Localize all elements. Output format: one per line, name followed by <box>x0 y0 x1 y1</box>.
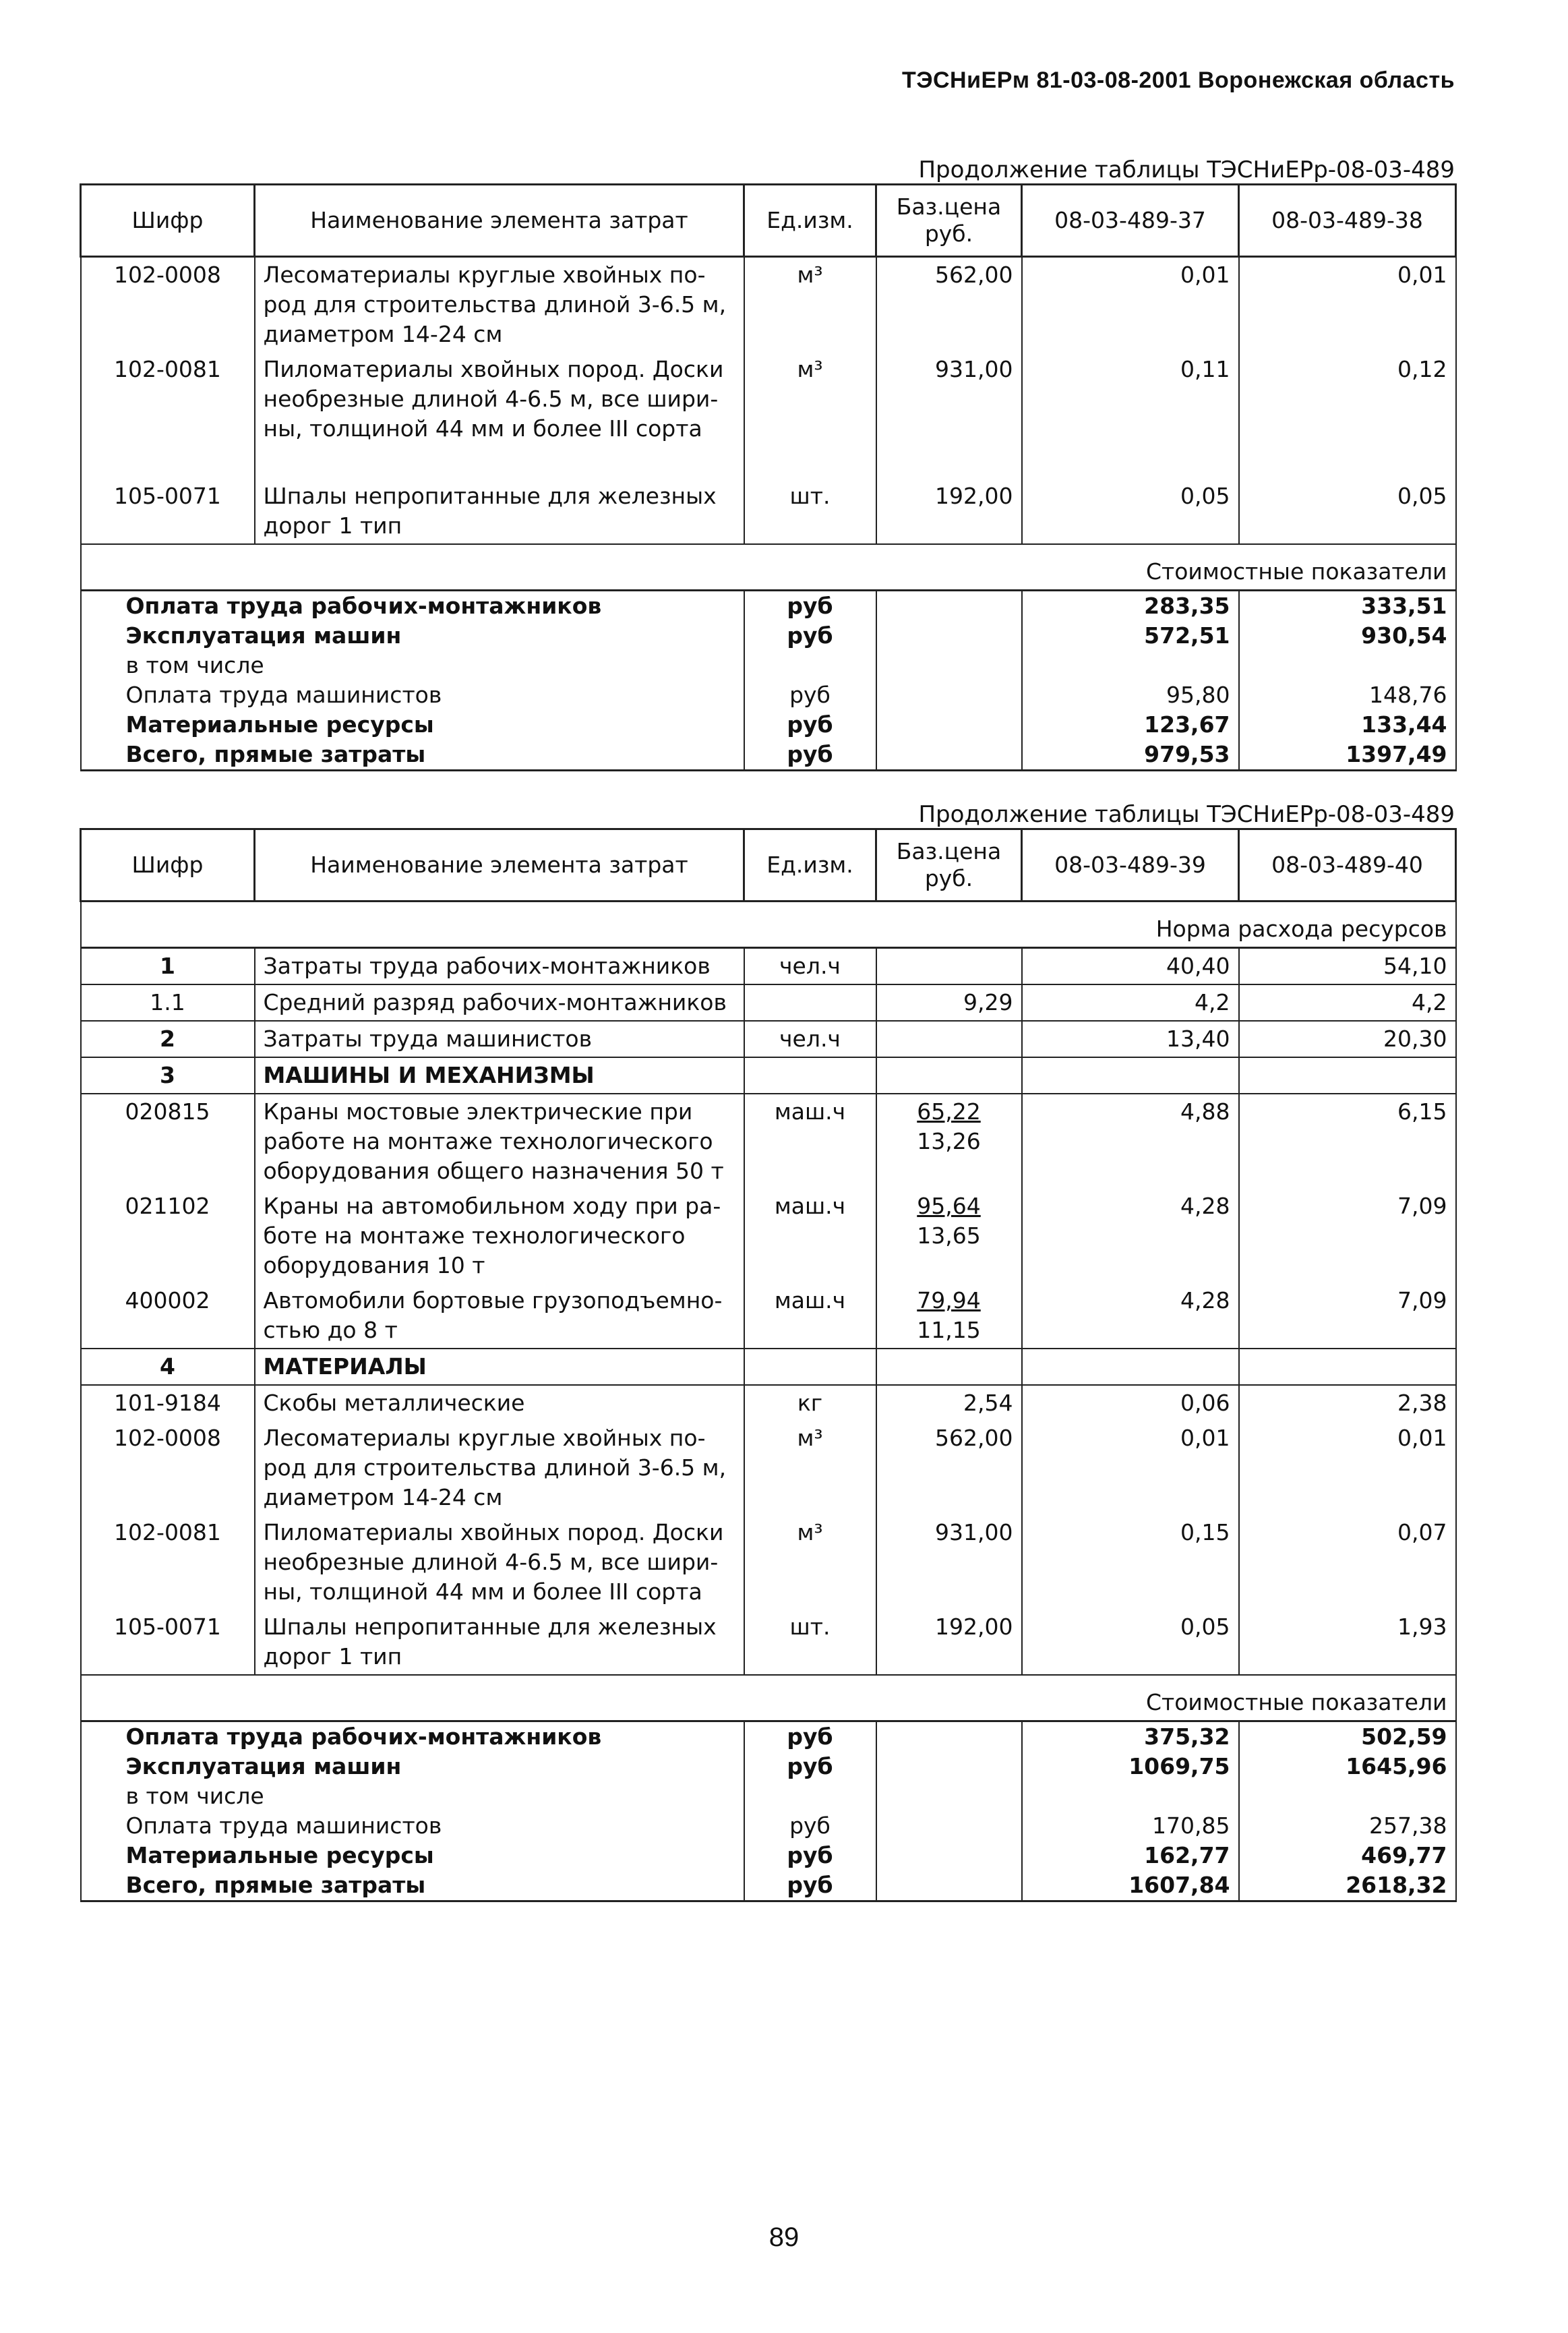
resource-name: Краны мостовые электрические при работе на монтаже технологического оборудования общего назначения 50 т <box>255 1094 744 1189</box>
summary-row <box>81 651 1456 680</box>
resource-unit: шт. <box>744 479 876 544</box>
col-price-header: Баз.цена руб. <box>876 185 1022 257</box>
resource-table-1 <box>80 183 1457 771</box>
page-number: 89 <box>768 2222 800 2252</box>
summary-value-b: 1397,49 <box>1239 740 1456 771</box>
resource-price: 931,00 <box>876 352 1022 446</box>
summary-unit: руб <box>744 1811 876 1841</box>
summary-label: Эксплуатация машин <box>81 1752 744 1781</box>
summary-row <box>81 1811 1456 1841</box>
value-a: 0,11 <box>1022 352 1239 446</box>
table-row <box>81 352 1456 446</box>
resource-code: 105-0071 <box>81 479 255 544</box>
cost-indicators-header <box>81 544 1456 591</box>
resource-name: Пиломатериалы хвойных пород. Доски необрезные длиной 4-6.5 м, все шири-ны, толщиной 44 мм и более III сорта <box>255 352 744 446</box>
empty-cell <box>1239 1349 1456 1385</box>
resource-name: Затраты труда машинистов <box>255 1021 744 1057</box>
summary-label: Материальные ресурсы <box>81 710 744 740</box>
summary-value-a: 162,77 <box>1022 1841 1239 1870</box>
resource-price: 9,29 <box>876 984 1022 1021</box>
summary-value-a: 572,51 <box>1022 621 1239 651</box>
summary-row <box>81 591 1456 622</box>
resource-price: 562,00 <box>876 1421 1022 1515</box>
summary-value-b: 502,59 <box>1239 1721 1456 1752</box>
resource-price: 562,00 <box>876 257 1022 353</box>
empty-cell <box>876 1349 1022 1385</box>
summary-value-a: 1069,75 <box>1022 1752 1239 1781</box>
resource-price <box>876 1189 1022 1283</box>
summary-value-a: 123,67 <box>1022 710 1239 740</box>
summary-value-b <box>1239 651 1456 680</box>
resource-code: 1.1 <box>81 984 255 1021</box>
empty-cell <box>876 740 1022 771</box>
summary-row <box>81 1870 1456 1901</box>
summary-value-b: 257,38 <box>1239 1811 1456 1841</box>
price-value: 65,22 <box>917 1098 981 1125</box>
value-a: 13,40 <box>1022 1021 1239 1057</box>
table-row <box>81 1021 1456 1057</box>
summary-label: Оплата труда машинистов <box>81 680 744 710</box>
summary-unit: руб <box>744 680 876 710</box>
summary-unit: руб <box>744 1752 876 1781</box>
empty-cell <box>744 1349 876 1385</box>
empty-cell <box>876 710 1022 740</box>
spacer-cell <box>255 446 744 479</box>
summary-value-a <box>1022 651 1239 680</box>
price-machinist-value: 13,65 <box>917 1222 981 1249</box>
table-row <box>81 479 1456 544</box>
resource-name: Лесоматериалы круглые хвойных по-род для строительства длиной 3-6.5 м, диаметром 14-24 см <box>255 257 744 353</box>
value-a: 4,2 <box>1022 984 1239 1021</box>
summary-unit: руб <box>744 740 876 771</box>
cost-indicators-header-label: Стоимостные показатели <box>81 1675 1456 1721</box>
resource-code: 102-0008 <box>81 1421 255 1515</box>
resource-name: Скобы металлические <box>255 1385 744 1421</box>
value-a: 4,28 <box>1022 1283 1239 1349</box>
col-a-header: 08-03-489-39 <box>1022 829 1239 902</box>
value-a: 0,06 <box>1022 1385 1239 1421</box>
value-b: 1,93 <box>1239 1610 1456 1675</box>
summary-value-b <box>1239 1781 1456 1811</box>
empty-cell <box>876 1870 1022 1901</box>
summary-unit: руб <box>744 591 876 622</box>
summary-unit: руб <box>744 1870 876 1901</box>
resource-price <box>876 1283 1022 1349</box>
spacer-cell <box>744 446 876 479</box>
summary-unit: руб <box>744 710 876 740</box>
empty-cell <box>876 1057 1022 1094</box>
empty-cell <box>1022 1057 1239 1094</box>
resource-name: Лесоматериалы круглые хвойных по-род для строительства длиной 3-6.5 м, диаметром 14-24 см <box>255 1421 744 1515</box>
col-code-header: Шифр <box>81 829 255 902</box>
col-a-header: 08-03-489-37 <box>1022 185 1239 257</box>
summary-row <box>81 1841 1456 1870</box>
resource-name: Шпалы непропитанные для железных дорог 1 тип <box>255 1610 744 1675</box>
section-title: МАШИНЫ И МЕХАНИЗМЫ <box>255 1057 744 1094</box>
empty-cell <box>876 1752 1022 1781</box>
resource-name: Пиломатериалы хвойных пород. Доски необрезные длиной 4-6.5 м, все шири-ны, толщиной 44 мм и более III сорта <box>255 1515 744 1610</box>
value-a: 0,01 <box>1022 257 1239 353</box>
empty-cell <box>876 1781 1022 1811</box>
summary-label: Оплата труда рабочих-монтажников <box>81 1721 744 1752</box>
resource-table-2 <box>80 828 1457 1902</box>
resource-name: Затраты труда рабочих-монтажников <box>255 948 744 985</box>
summary-value-a: 95,80 <box>1022 680 1239 710</box>
resource-unit: шт. <box>744 1610 876 1675</box>
value-b: 4,2 <box>1239 984 1456 1021</box>
resource-code: 102-0008 <box>81 257 255 353</box>
summary-label: в том числе <box>81 1781 744 1811</box>
resource-code: 102-0081 <box>81 1515 255 1610</box>
summary-label: в том числе <box>81 651 744 680</box>
resource-unit: кг <box>744 1385 876 1421</box>
value-b: 6,15 <box>1239 1094 1456 1189</box>
section-title: МАТЕРИАЛЫ <box>255 1349 744 1385</box>
cost-indicators-header <box>81 1675 1456 1721</box>
value-b: 0,01 <box>1239 257 1456 353</box>
col-price-header: Баз.цена руб. <box>876 829 1022 902</box>
resource-unit: маш.ч <box>744 1189 876 1283</box>
value-b: 0,01 <box>1239 1421 1456 1515</box>
summary-row <box>81 680 1456 710</box>
resource-price: 2,54 <box>876 1385 1022 1421</box>
summary-value-a: 283,35 <box>1022 591 1239 622</box>
summary-value-b: 333,51 <box>1239 591 1456 622</box>
empty-cell <box>876 621 1022 651</box>
table-row <box>81 948 1456 985</box>
value-b: 0,07 <box>1239 1515 1456 1610</box>
summary-value-b: 1645,96 <box>1239 1752 1456 1781</box>
table-row <box>81 1385 1456 1421</box>
summary-row <box>81 710 1456 740</box>
summary-unit <box>744 1781 876 1811</box>
resource-price: 931,00 <box>876 1515 1022 1610</box>
resource-unit: м³ <box>744 1421 876 1515</box>
value-b: 7,09 <box>1239 1283 1456 1349</box>
spacer-row <box>81 446 1456 479</box>
summary-label: Эксплуатация машин <box>81 621 744 651</box>
empty-cell <box>876 1841 1022 1870</box>
empty-cell <box>744 1057 876 1094</box>
col-name-header: Наименование элемента затрат <box>255 829 744 902</box>
value-b: 0,12 <box>1239 352 1456 446</box>
summary-row <box>81 1721 1456 1752</box>
empty-cell <box>1022 1349 1239 1385</box>
summary-value-b: 469,77 <box>1239 1841 1456 1870</box>
summary-unit: руб <box>744 621 876 651</box>
value-a: 0,15 <box>1022 1515 1239 1610</box>
resource-name: Автомобили бортовые грузоподъемно-стью до 8 т <box>255 1283 744 1349</box>
resource-code: 2 <box>81 1021 255 1057</box>
materials-section <box>81 1349 1456 1385</box>
resource-unit: чел.ч <box>744 948 876 985</box>
machines-section <box>81 1057 1456 1094</box>
table-row <box>81 1515 1456 1610</box>
resource-unit: м³ <box>744 1515 876 1610</box>
value-b: 0,05 <box>1239 479 1456 544</box>
value-a: 0,05 <box>1022 479 1239 544</box>
value-b: 20,30 <box>1239 1021 1456 1057</box>
summary-label: Всего, прямые затраты <box>81 740 744 771</box>
summary-unit: руб <box>744 1721 876 1752</box>
resource-code: 101-9184 <box>81 1385 255 1421</box>
summary-row <box>81 621 1456 651</box>
empty-cell <box>876 1721 1022 1752</box>
value-a: 40,40 <box>1022 948 1239 985</box>
col-b-header: 08-03-489-38 <box>1239 185 1456 257</box>
summary-value-b: 148,76 <box>1239 680 1456 710</box>
summary-label: Оплата труда рабочих-монтажников <box>81 591 744 622</box>
value-a: 0,01 <box>1022 1421 1239 1515</box>
value-a: 4,88 <box>1022 1094 1239 1189</box>
summary-value-a: 375,32 <box>1022 1721 1239 1752</box>
empty-cell <box>1239 1057 1456 1094</box>
table-row <box>81 1094 1456 1189</box>
col-unit-header: Ед.изм. <box>744 829 876 902</box>
price-value: 79,94 <box>917 1287 981 1313</box>
summary-label: Материальные ресурсы <box>81 1841 744 1870</box>
table-row <box>81 1610 1456 1675</box>
empty-cell <box>876 591 1022 622</box>
spacer-cell <box>1022 446 1239 479</box>
spacer-cell <box>1239 446 1456 479</box>
spacer-cell <box>81 446 255 479</box>
value-a: 0,05 <box>1022 1610 1239 1675</box>
summary-unit: руб <box>744 1841 876 1870</box>
resource-name: Краны на автомобильном ходу при ра-боте на монтаже технологического оборудования 10 т <box>255 1189 744 1283</box>
summary-value-a: 979,53 <box>1022 740 1239 771</box>
resource-code: 021102 <box>81 1189 255 1283</box>
resource-unit: м³ <box>744 352 876 446</box>
cost-indicators-header-label: Стоимостные показатели <box>81 544 1456 591</box>
resource-code: 400002 <box>81 1283 255 1349</box>
summary-label: Оплата труда машинистов <box>81 1811 744 1841</box>
summary-value-b: 2618,32 <box>1239 1870 1456 1901</box>
table1-caption: Продолжение таблицы ТЭСНиЕРр-08-03-489 <box>918 156 1455 183</box>
value-b: 54,10 <box>1239 948 1456 985</box>
col-name-header: Наименование элемента затрат <box>255 185 744 257</box>
col-code-header: Шифр <box>81 185 255 257</box>
price-machinist-value: 11,15 <box>917 1317 981 1343</box>
resource-price <box>876 1021 1022 1057</box>
empty-cell <box>876 680 1022 710</box>
summary-row <box>81 1781 1456 1811</box>
summary-row <box>81 740 1456 771</box>
summary-row <box>81 1752 1456 1781</box>
summary-value-b: 133,44 <box>1239 710 1456 740</box>
section-code: 3 <box>81 1057 255 1094</box>
section-code: 4 <box>81 1349 255 1385</box>
value-b: 2,38 <box>1239 1385 1456 1421</box>
table-row <box>81 1283 1456 1349</box>
value-a: 4,28 <box>1022 1189 1239 1283</box>
price-machinist-value: 13,26 <box>917 1128 981 1154</box>
summary-value-a: 1607,84 <box>1022 1870 1239 1901</box>
summary-value-b: 930,54 <box>1239 621 1456 651</box>
resource-code: 105-0071 <box>81 1610 255 1675</box>
resource-name: Средний разряд рабочих-монтажников <box>255 984 744 1021</box>
resource-code: 1 <box>81 948 255 985</box>
document-header: ТЭСНиЕРм 81-03-08-2001 Воронежская область <box>902 67 1455 93</box>
resource-norm-header-label: Норма расхода ресурсов <box>81 902 1456 948</box>
resource-name: Шпалы непропитанные для железных дорог 1 тип <box>255 479 744 544</box>
summary-value-a <box>1022 1781 1239 1811</box>
table-row <box>81 1189 1456 1283</box>
resource-unit: маш.ч <box>744 1094 876 1189</box>
table2-caption: Продолжение таблицы ТЭСНиЕРр-08-03-489 <box>918 801 1455 828</box>
table-row <box>81 1421 1456 1515</box>
resource-norm-header <box>81 902 1456 948</box>
col-unit-header: Ед.изм. <box>744 185 876 257</box>
resource-unit: м³ <box>744 257 876 353</box>
resource-code: 102-0081 <box>81 352 255 446</box>
empty-cell <box>876 1811 1022 1841</box>
col-b-header: 08-03-489-40 <box>1239 829 1456 902</box>
resource-unit: чел.ч <box>744 1021 876 1057</box>
price-value: 95,64 <box>917 1193 981 1219</box>
summary-label: Всего, прямые затраты <box>81 1870 744 1901</box>
summary-unit <box>744 651 876 680</box>
spacer-cell <box>876 446 1022 479</box>
resource-unit <box>744 984 876 1021</box>
resource-unit: маш.ч <box>744 1283 876 1349</box>
table-row <box>81 984 1456 1021</box>
value-b: 7,09 <box>1239 1189 1456 1283</box>
resource-code: 020815 <box>81 1094 255 1189</box>
resource-price <box>876 1094 1022 1189</box>
resource-price: 192,00 <box>876 1610 1022 1675</box>
summary-value-a: 170,85 <box>1022 1811 1239 1841</box>
resource-price <box>876 948 1022 985</box>
table-row <box>81 257 1456 353</box>
resource-price: 192,00 <box>876 479 1022 544</box>
empty-cell <box>876 651 1022 680</box>
